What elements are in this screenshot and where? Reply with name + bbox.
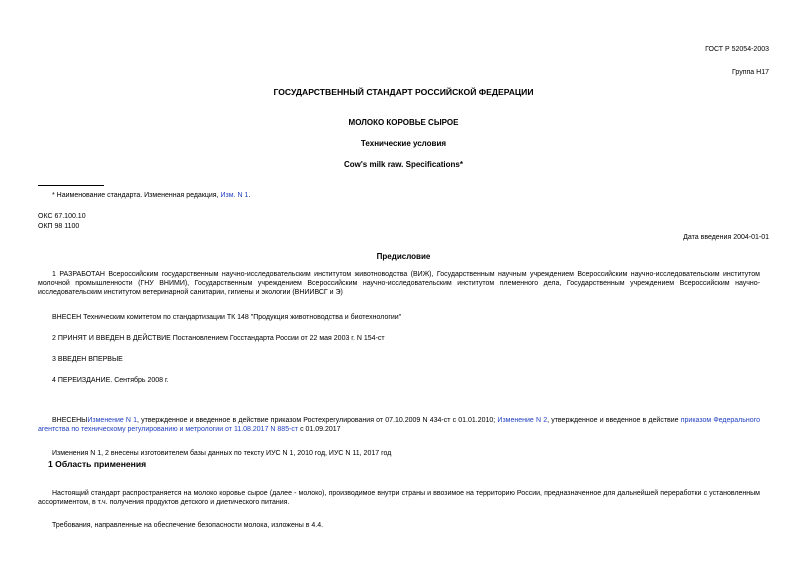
- amendment-2-text: , утвержденное и введенное в действие: [547, 417, 679, 424]
- oks-code: ОКС 67.100.10: [38, 213, 86, 220]
- preface-submitted: ВНЕСЕН Техническим комитетом по стандартизации ТК 148 "Продукция животноводства и биотехнологии": [52, 314, 402, 321]
- preface-adopted: 2 ПРИНЯТ И ВВЕДЕН В ДЕЙСТВИЕ Постановлением Госстандарта России от 22 мая 2003 г. N 154-ст: [52, 335, 385, 342]
- product-title: МОЛОКО КОРОВЬЕ СЫРОЕ: [348, 118, 459, 127]
- preface-developers: 1 РАЗРАБОТАН Всероссийским государственным научно-исследовательским институтом животноводства (ВИЖ), Государственным научным учреждением Всероссийским научно-исследовательским институтом молочной промышленности (ГНУ ВНИМИ), Государственным учреждением Всероссийским научно-исследовательским институтом племенного дела, Государственным учреждением Всероссийским научно-исследовательским институтом ветеринарной санитарии, гигиены и экологии (ВНИИВСГ и Э): [38, 271, 760, 297]
- footnote-text: * Наименование стандарта. Измененная редакция,: [52, 192, 219, 199]
- document-group: Группа Н17: [732, 69, 769, 76]
- footnote-end: .: [248, 192, 251, 199]
- amendment-1-link[interactable]: Изменение N 1: [87, 417, 138, 424]
- document-title: ГОСУДАРСТВЕННЫЙ СТАНДАРТ РОССИЙСКОЙ ФЕДЕРАЦИИ: [273, 87, 534, 97]
- english-title: Cow's milk raw. Specifications*: [344, 160, 463, 169]
- amendment-2-link[interactable]: Изменение N 2: [497, 417, 548, 424]
- section-1-paragraph-2: Требования, направленные на обеспечение безопасности молока, изложены в 4.4.: [52, 522, 324, 529]
- footnote-divider: [38, 185, 104, 186]
- footnote: [52, 191, 250, 200]
- preface-amendments: [38, 416, 760, 434]
- order-link[interactable]: приказом Федерального агентства по техническому регулированию и метрологии от 11.08.2017 N 885-ст: [38, 417, 760, 434]
- section-1-heading: 1 Область применения: [48, 459, 147, 469]
- amendment-1-link[interactable]: Изм. N 1: [220, 192, 249, 199]
- amendments-lead: ВНЕСЕНЫ: [52, 417, 88, 424]
- amendment-1-text: , утвержденное и введенное в действие приказом Ростехрегулирования от 07.10.2009 N 434-ст с 01.01.2010;: [137, 417, 496, 424]
- introduction-date: Дата введения 2004-01-01: [683, 234, 769, 241]
- preface-first-introduced: 3 ВВЕДЕН ВПЕРВЫЕ: [52, 356, 123, 363]
- document-code: ГОСТ Р 52054-2003: [705, 46, 769, 53]
- section-1-paragraph-1: Настоящий стандарт распространяется на молоко коровье сырое (далее - молоко), производимое внутри страны и ввозимое на территорию России, предназначенное для дальнейшей переработки с установленным ассортиментом, в т.ч. получения продуктов детского и диетического питания.: [38, 490, 760, 507]
- changes-note: Изменения N 1, 2 внесены изготовителем базы данных по тексту ИУС N 1, 2010 год, ИУС N 11, 2017 год: [52, 450, 392, 457]
- amendment-2-date: с 01.09.2017: [300, 426, 341, 434]
- okp-code: ОКП 98 1100: [38, 223, 80, 230]
- document-subtitle: Технические условия: [360, 139, 447, 148]
- preface-reissue: 4 ПЕРЕИЗДАНИЕ. Сентябрь 2008 г.: [52, 377, 169, 384]
- preface-heading: Предисловие: [376, 252, 431, 261]
